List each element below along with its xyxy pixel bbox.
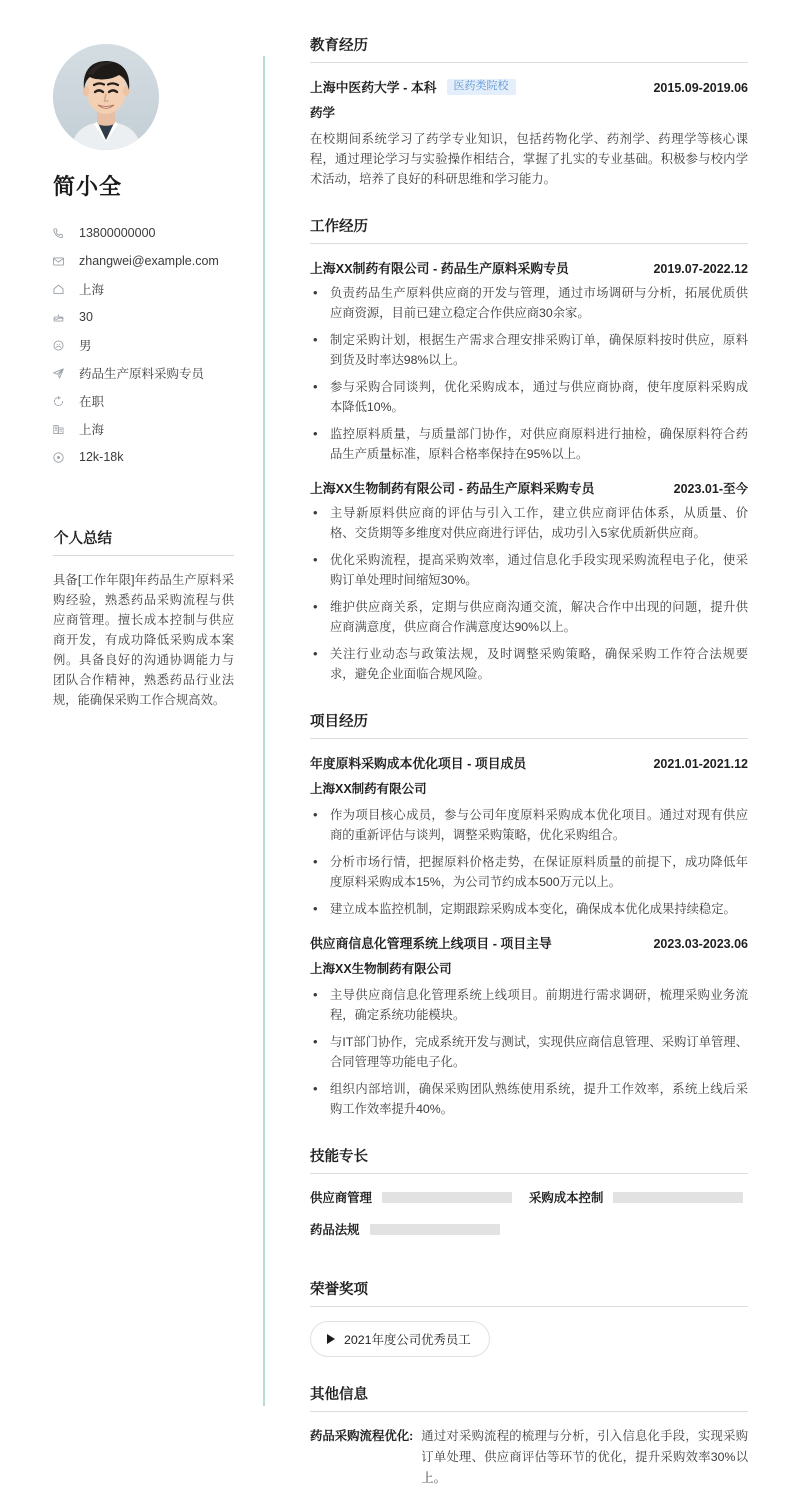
projects-title: 项目经历	[310, 710, 748, 739]
education-desc: 在校期间系统学习了药学专业知识，包括药物化学、药剂学、药理学等核心课程，通过理论学习与实验操作相结合，掌握了扎实的专业基础。积极参与校内学术活动，培养了良好的科研思维和学习能力。	[310, 132, 748, 186]
project-entry	[310, 933, 748, 1119]
contact-value: 13800000000	[79, 226, 156, 240]
sidebar	[0, 22, 264, 1406]
project-entry-title: 供应商信息化管理系统上线项目 - 项目主导	[310, 936, 552, 951]
avatar	[53, 44, 159, 150]
contact-phone	[52, 219, 234, 247]
education-major: 药学	[310, 106, 336, 120]
honors-title: 荣誉奖项	[310, 1278, 748, 1307]
work-entry-date: 2023.01-至今	[673, 482, 748, 496]
bullet-item: • 维护供应商关系，定期与供应商沟通交流，解决合作中出现的问题，提升供应商满意度，供应商合作满意度达90%以上。	[310, 597, 748, 637]
gender-icon	[52, 339, 70, 352]
skills-section	[310, 1145, 748, 1252]
work-entry-title: 上海XX制药有限公司 - 药品生产原料采购专员	[310, 261, 569, 276]
bullet-item: • 优化采购流程，提高采购效率，通过信息化手段实现采购流程电子化，使采购订单处理时间缩短30%。	[310, 550, 748, 590]
skill-label: 药品法规	[310, 1223, 360, 1237]
contact-gender	[52, 331, 234, 359]
work-entry-date: 2019.07-2022.12	[653, 262, 748, 276]
home-icon	[52, 283, 70, 296]
other-item	[310, 1426, 748, 1489]
paper-plane-icon	[52, 367, 70, 380]
work-title: 工作经历	[310, 215, 748, 244]
education-tag-badge: 医药类院校	[447, 79, 516, 95]
summary-title: 个人总结	[53, 527, 234, 556]
other-title: 其他信息	[310, 1383, 748, 1412]
contact-value: 30	[79, 310, 93, 324]
bullet-item: • 负责药品生产原料供应商的开发与管理，通过市场调研与分析，拓展优质供应商资源，目前已建立稳定合作供应商30余家。	[310, 283, 748, 323]
status-icon	[52, 395, 70, 408]
work-entry	[310, 478, 748, 684]
contact-value: zhangwei@example.com	[79, 254, 219, 268]
work-section	[310, 215, 748, 684]
skill-item	[310, 1188, 529, 1206]
education-school: 上海中医药大学 - 本科	[310, 80, 437, 95]
bullet-item: • 组织内部培训，确保采购团队熟练使用系统，提升工作效率，系统上线后采购工作效率提升40%。	[310, 1079, 748, 1119]
page-title: 简小全	[53, 174, 123, 199]
contact-hometown	[52, 275, 234, 303]
contact-value: 男	[79, 339, 92, 353]
play-triangle-icon	[327, 1334, 335, 1344]
work-bullets	[310, 283, 748, 464]
bullet-item: • 与IT部门协作，完成系统开发与测试，实现供应商信息管理、采购订单管理、合同管理等功能电子化。	[310, 1032, 748, 1072]
bullet-item: • 参与采购合同谈判，优化采购成本，通过与供应商协商，使年度原料采购成本降低10%。	[310, 377, 748, 417]
skill-progress-track	[382, 1192, 512, 1203]
bullet-item: • 作为项目核心成员，参与公司年度原料采购成本优化项目。通过对现有供应商的重新评估与谈判，调整采购策略，优化采购组合。	[310, 805, 748, 845]
bullet-item: • 关注行业动态与政策法规，及时调整采购策略，确保采购工作符合法规要求，避免企业面临合规风险。	[310, 644, 748, 684]
work-entry	[310, 258, 748, 464]
skill-item	[529, 1188, 748, 1206]
phone-icon	[52, 227, 70, 240]
envelope-icon	[52, 255, 70, 268]
contact-position	[52, 359, 234, 387]
contact-email	[52, 247, 234, 275]
contact-job-status	[52, 387, 234, 415]
project-entry-date: 2021.01-2021.12	[653, 757, 748, 771]
project-entry-head	[310, 933, 748, 952]
bullet-item: • 主导供应商信息化管理系统上线项目。前期进行需求调研，梳理采购业务流程，确定系统功能模块。	[310, 985, 748, 1025]
honors-section	[310, 1278, 748, 1357]
column-divider	[263, 56, 265, 1406]
skill-label: 采购成本控制	[529, 1191, 604, 1205]
contact-info-list	[52, 219, 234, 471]
project-entry-date: 2023.03-2023.06	[653, 937, 748, 951]
work-entry-head	[310, 478, 748, 497]
skills-grid	[310, 1188, 748, 1252]
other-section	[310, 1383, 748, 1489]
bullet-item: • 建立成本监控机制，定期跟踪采购成本变化，确保成本优化成果持续稳定。	[310, 899, 748, 919]
education-entry	[310, 77, 748, 189]
education-section	[310, 34, 748, 189]
education-entry-head	[310, 77, 748, 96]
project-entry-head	[310, 753, 748, 772]
other-key: 药品采购流程优化:	[310, 1429, 414, 1443]
skills-title: 技能专长	[310, 1145, 748, 1174]
project-company: 上海XX生物制药有限公司	[310, 962, 452, 976]
project-company: 上海XX制药有限公司	[310, 782, 427, 796]
contact-salary	[52, 443, 234, 471]
honors-list	[310, 1321, 748, 1357]
work-entry-title: 上海XX生物制药有限公司 - 药品生产原料采购专员	[310, 481, 595, 496]
contact-value: 药品生产原料采购专员	[79, 367, 205, 381]
skill-item	[310, 1220, 529, 1238]
cake-icon	[52, 311, 70, 324]
education-date: 2015.09-2019.06	[653, 81, 748, 95]
contact-value: 上海	[79, 283, 105, 297]
contact-value: 上海	[79, 423, 105, 437]
bullet-item: • 主导新原料供应商的评估与引入工作，建立供应商评估体系，从质量、价格、交货期等多维度对供应商进行评估，成功引入5家优质新供应商。	[310, 503, 748, 543]
contact-work-city	[52, 415, 234, 443]
main-column	[264, 22, 794, 1485]
bullet-item: • 制定采购计划，根据生产需求合理安排采购订单，确保原料按时供应，原料到货及时率达98%以上。	[310, 330, 748, 370]
project-entry	[310, 753, 748, 919]
projects-section	[310, 710, 748, 1119]
skill-progress-track	[370, 1224, 500, 1235]
project-bullets	[310, 805, 748, 919]
project-bullets	[310, 985, 748, 1119]
bullet-item: • 分析市场行情，把握原料价格走势，在保证原料质量的前提下，成功降低年度原料采购成本15%，为公司节约成本500万元以上。	[310, 852, 748, 892]
work-bullets	[310, 503, 748, 684]
other-value: 通过对采购流程的梳理与分析，引入信息化手段，实现采购订单处理、供应商评估等环节的优化，提升采购效率30%以上。	[421, 1429, 748, 1485]
work-entry-head	[310, 258, 748, 277]
skill-progress-track	[613, 1192, 743, 1203]
project-entry-title: 年度原料采购成本优化项目 - 项目成员	[310, 756, 527, 771]
building-icon	[52, 423, 70, 436]
contact-age	[52, 303, 234, 331]
salary-icon	[52, 451, 70, 464]
contact-value: 12k-18k	[79, 450, 124, 464]
summary-section	[52, 527, 234, 710]
education-title: 教育经历	[310, 34, 748, 63]
summary-text: 具备[工作年限]年药品生产原料采购经验，熟悉药品采购流程与供应商管理。擅长成本控制与供应商开发，有成功降低采购成本案例。具备良好的沟通协调能力与团队合作精神，熟悉药品行业法规，能确保采购工作合规高效。	[53, 573, 234, 707]
contact-value: 在职	[79, 395, 105, 409]
honor-chip[interactable]	[310, 1321, 490, 1357]
user-photo-icon	[53, 44, 159, 150]
honor-label: 2021年度公司优秀员工	[344, 1333, 471, 1347]
education-school-row	[310, 77, 516, 96]
skill-label: 供应商管理	[310, 1191, 372, 1205]
bullet-item: • 监控原料质量，与质量部门协作，对供应商原料进行抽检，确保原料符合药品生产质量标准，原料合格率保持在95%以上。	[310, 424, 748, 464]
